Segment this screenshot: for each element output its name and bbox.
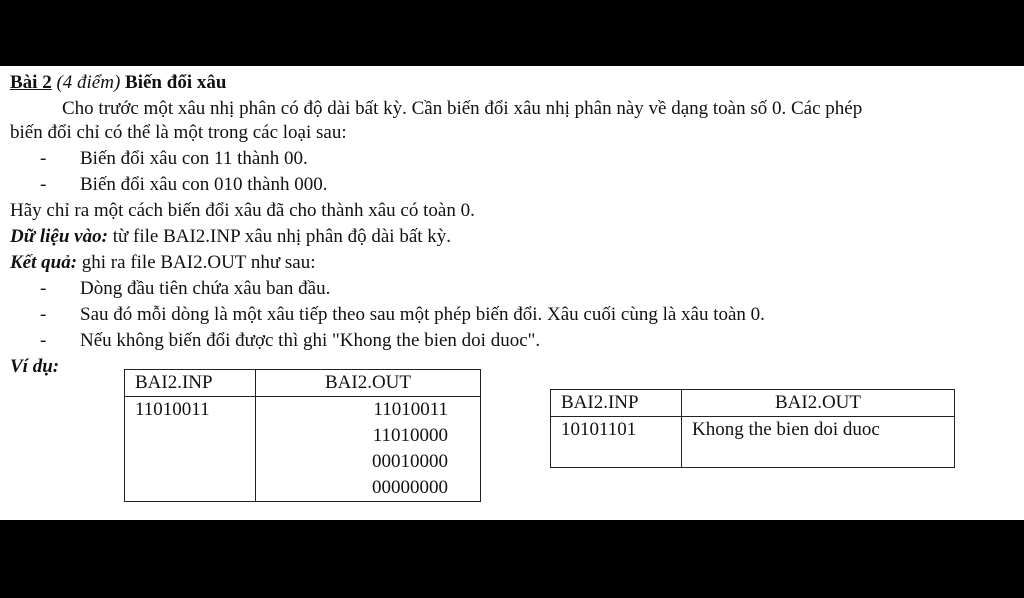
input-cell: 10101101 (551, 417, 682, 468)
intro-line-1: Cho trước một xâu nhị phân có độ dài bất kỳ. Cần biến đổi xâu nhị phân này về dạng toàn số 0. Các phép (62, 98, 863, 119)
bottom-black-band (0, 520, 1024, 598)
output-item-text-1: Dòng đầu tiên chứa xâu ban đầu. (80, 278, 331, 299)
example-label: Ví dụ: (10, 356, 60, 377)
table-row (125, 397, 481, 502)
document-page (0, 66, 1024, 520)
problem-title: Biến đổi xâu (125, 72, 227, 93)
rule-item-1 (40, 148, 308, 170)
rule-item-2 (40, 174, 328, 196)
table-header-row (125, 370, 481, 397)
output-cell (256, 397, 481, 502)
column-header-output: BAI2.OUT (256, 370, 481, 397)
output-line: 11010000 (372, 425, 448, 446)
output-spec (10, 252, 315, 274)
rule-text-2: Biến đổi xâu con 010 thành 000. (80, 174, 328, 195)
output-item-3 (40, 330, 540, 352)
bullet-dash: - (40, 278, 47, 299)
bullet-dash: - (40, 330, 47, 351)
output-line: 11010011 (373, 399, 448, 420)
table-header-row (551, 390, 955, 417)
column-header-input: BAI2.INP (551, 390, 682, 417)
rule-text-1: Biến đổi xâu con 11 thành 00. (80, 148, 308, 169)
output-text: ghi ra file BAI2.OUT như sau: (77, 252, 316, 273)
output-item-text-2: Sau đó mỗi dòng là một xâu tiếp theo sau một phép biến đổi. Xâu cuối cùng là xâu toàn 0. (80, 304, 765, 325)
input-cell: 11010011 (125, 397, 256, 502)
input-text: từ file BAI2.INP xâu nhị phân độ dài bất kỳ. (107, 226, 452, 247)
problem-heading (10, 72, 226, 94)
column-header-input: BAI2.INP (125, 370, 256, 397)
task-statement: Hãy chỉ ra một cách biến đổi xâu đã cho thành xâu có toàn 0. (10, 200, 475, 221)
example-table-1 (124, 369, 481, 502)
top-black-band (0, 0, 1024, 66)
output-item-1 (40, 278, 330, 300)
output-label: Kết quả: (10, 252, 78, 273)
column-header-output: BAI2.OUT (682, 390, 955, 417)
problem-points: (4 điểm) (51, 72, 126, 93)
output-line: 00010000 (372, 451, 448, 472)
example-table-2 (550, 389, 955, 468)
output-line: 00000000 (372, 477, 448, 498)
table-row (551, 417, 955, 468)
bullet-dash: - (40, 304, 47, 325)
intro-line-2: biến đổi chỉ có thể là một trong các loại sau: (10, 122, 347, 143)
bullet-dash: - (40, 148, 47, 169)
output-cell: Khong the bien doi duoc (682, 417, 955, 468)
output-item-2 (40, 304, 765, 326)
output-item-text-3: Nếu không biến đổi được thì ghi "Khong the bien doi duoc". (80, 330, 541, 351)
input-label: Dữ liệu vào: (10, 226, 108, 247)
input-spec (10, 226, 451, 248)
bullet-dash: - (40, 174, 47, 195)
problem-number: Bài 2 (10, 72, 52, 93)
